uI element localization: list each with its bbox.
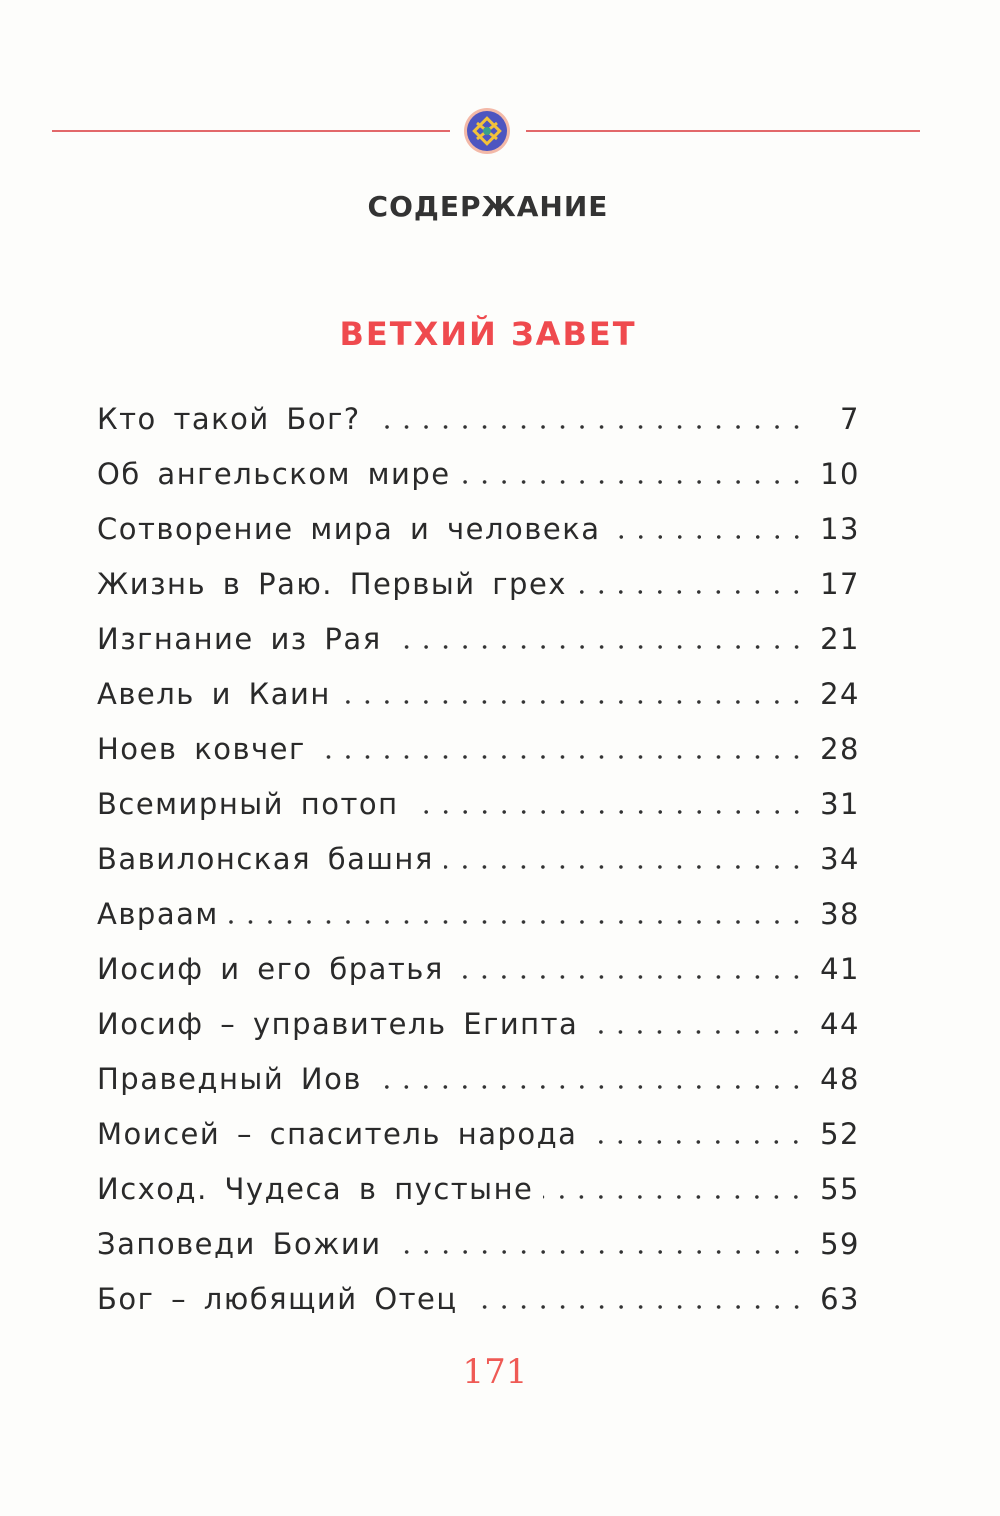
toc-entry[interactable] xyxy=(97,1007,860,1062)
toc-entry-page: 7 xyxy=(840,402,860,436)
toc-entry-title: Заповеди Божии xyxy=(97,1227,382,1261)
dot-leader xyxy=(444,865,806,869)
divider-left xyxy=(52,130,450,132)
toc-entry-title: Исход. Чудеса в пустыне xyxy=(97,1172,534,1206)
section-title: ВЕТХИЙ ЗАВЕТ xyxy=(339,315,637,353)
toc-entry-title: Ноев ковчег xyxy=(97,732,306,766)
toc-entry[interactable] xyxy=(97,787,860,842)
toc-entry-title: Моисей – спаситель народа xyxy=(97,1117,578,1151)
page-title: СОДЕРЖАНИЕ xyxy=(367,190,609,223)
dot-leader xyxy=(577,590,806,594)
dot-leader xyxy=(392,645,806,649)
dot-leader xyxy=(454,975,806,979)
dot-leader xyxy=(341,700,806,704)
toc-entry[interactable] xyxy=(97,732,860,787)
toc-entry-page: 44 xyxy=(820,1007,860,1041)
toc-entry-title: Кто такой Бог? xyxy=(97,402,361,436)
toc-entry-page: 38 xyxy=(820,897,860,931)
dot-leader xyxy=(461,480,806,484)
toc-entry[interactable] xyxy=(97,1172,860,1227)
dot-leader xyxy=(409,810,806,814)
toc-entry[interactable] xyxy=(97,567,860,622)
toc-entry-page: 52 xyxy=(820,1117,860,1151)
dot-leader xyxy=(611,535,807,539)
toc-entry[interactable] xyxy=(97,677,860,732)
toc-entry-title: Иосиф и его братья xyxy=(97,952,444,986)
toc-entry-title: Всемирный потоп xyxy=(97,787,399,821)
page-number: 171 xyxy=(462,1352,528,1392)
dot-leader xyxy=(587,1140,806,1144)
toc-entry[interactable] xyxy=(97,1117,860,1172)
table-of-contents xyxy=(97,402,860,1337)
dot-leader xyxy=(316,755,806,759)
divider-right xyxy=(526,130,920,132)
toc-entry-page: 59 xyxy=(820,1227,860,1261)
dot-leader xyxy=(392,1250,806,1254)
toc-entry-page: 41 xyxy=(820,952,860,986)
toc-entry-page: 17 xyxy=(820,567,860,601)
toc-entry-title: Вавилонская башня xyxy=(97,842,434,876)
toc-entry-title: Иосиф – управитель Египта xyxy=(97,1007,579,1041)
dot-leader xyxy=(468,1305,806,1309)
toc-entry-page: 10 xyxy=(820,457,860,491)
toc-entry-title: Праведный Иов xyxy=(97,1062,362,1096)
toc-entry-title: Изгнание из Рая xyxy=(97,622,382,656)
toc-entry[interactable] xyxy=(97,622,860,677)
toc-entry[interactable] xyxy=(97,1062,860,1117)
toc-entry[interactable] xyxy=(97,512,860,567)
toc-entry-title: Авраам xyxy=(97,897,219,931)
toc-entry-title: Авель и Каин xyxy=(97,677,331,711)
toc-entry[interactable] xyxy=(97,402,860,457)
dot-leader xyxy=(371,425,806,429)
dot-leader xyxy=(229,920,806,924)
toc-entry[interactable] xyxy=(97,897,860,952)
toc-entry[interactable] xyxy=(97,1227,860,1282)
toc-entry-title: Сотворение мира и человека xyxy=(97,512,601,546)
toc-entry-page: 21 xyxy=(820,622,860,656)
toc-entry-page: 34 xyxy=(820,842,860,876)
dot-leader xyxy=(543,1195,806,1199)
toc-entry-page: 31 xyxy=(820,787,860,821)
toc-entry-page: 63 xyxy=(820,1282,860,1316)
toc-entry-page: 55 xyxy=(820,1172,860,1206)
toc-entry-title: Бог – любящий Отец xyxy=(97,1282,458,1316)
dot-leader xyxy=(588,1030,806,1034)
toc-entry-page: 24 xyxy=(820,677,860,711)
toc-entry-page: 28 xyxy=(820,732,860,766)
ornament-icon xyxy=(463,107,511,155)
toc-entry[interactable] xyxy=(97,842,860,897)
toc-entry-page: 48 xyxy=(820,1062,860,1096)
dot-leader xyxy=(372,1085,806,1089)
toc-entry-title: Жизнь в Раю. Первый грех xyxy=(97,567,567,601)
toc-entry-page: 13 xyxy=(820,512,860,546)
toc-entry[interactable] xyxy=(97,457,860,512)
toc-entry-title: Об ангельском мире xyxy=(97,457,451,491)
toc-entry[interactable] xyxy=(97,952,860,1007)
toc-entry[interactable] xyxy=(97,1282,860,1337)
